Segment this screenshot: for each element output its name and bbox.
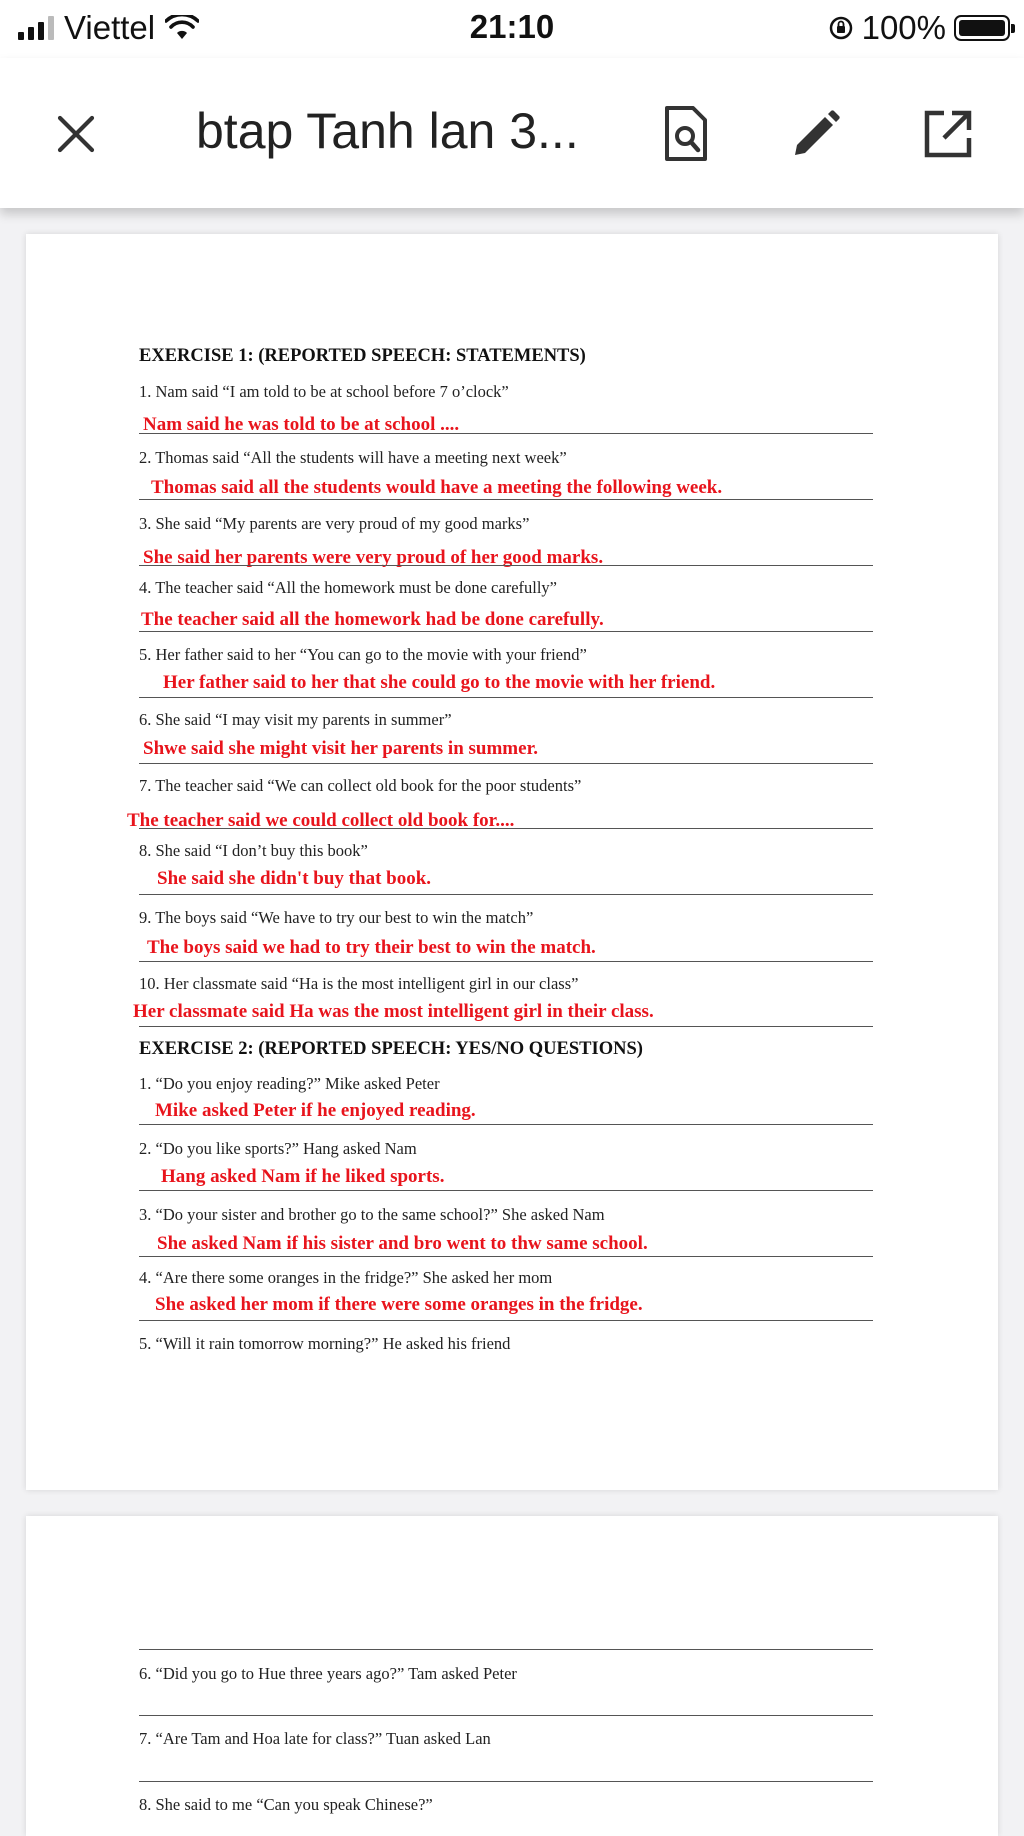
find-in-page-icon (661, 105, 711, 163)
answer-line (139, 499, 873, 500)
exercise1-answer-10: Her classmate said Ha was the most intelligent girl in their class. (133, 1001, 654, 1022)
open-external-icon (922, 108, 974, 160)
exercise1-answer-1: Nam said he was told to be at school .... (143, 414, 460, 435)
exercise2-question-3: 3. “Do your sister and brother go to the same school?” She asked Nam (139, 1205, 605, 1224)
exercise1-answer-9: The boys said we had to try their best to win the match. (147, 937, 596, 958)
answer-line (139, 1124, 873, 1125)
page2-question-7: 7. “Are Tam and Hoa late for class?” Tuan asked Lan (139, 1729, 491, 1748)
answer-line (139, 828, 873, 829)
orientation-lock-icon (828, 15, 854, 41)
clock: 21:10 (469, 8, 555, 45)
answer-line (139, 1190, 873, 1191)
exercise1-question-6: 6. She said “I may visit my parents in summer” (139, 710, 452, 729)
battery-group (828, 8, 1010, 48)
answer-line (139, 433, 873, 434)
close-icon (54, 112, 98, 156)
answer-line (139, 1781, 873, 1782)
exercise2-question-2: 2. “Do you like sports?” Hang asked Nam (139, 1139, 417, 1158)
exercise1-answer-8: She said she didn't buy that book. (157, 868, 432, 889)
exercise1-answer-2: Thomas said all the students would have a meeting the following week. (151, 477, 723, 498)
exercise1-question-5: 5. Her father said to her “You can go to the movie with your friend” (139, 645, 587, 664)
edit-button[interactable] (780, 98, 852, 170)
close-button[interactable] (40, 98, 112, 170)
document-page-2 (26, 1516, 998, 1836)
answer-line (139, 961, 873, 962)
answer-line (139, 894, 873, 895)
answer-line (139, 697, 873, 698)
battery-icon (954, 15, 1010, 41)
exercise1-question-10: 10. Her classmate said “Ha is the most intelligent girl in our class” (139, 974, 579, 993)
exercise1-question-1: 1. Nam said “I am told to be at school before 7 o’clock” (139, 382, 509, 401)
exercise2-answer-2: Hang asked Nam if he liked sports. (161, 1166, 445, 1187)
exercise2-answer-4: She asked her mom if there were some oranges in the fridge. (155, 1294, 643, 1315)
exercise2-answer-3: She asked Nam if his sister and bro went to thw same school. (157, 1233, 648, 1254)
page2-question-6: 6. “Did you go to Hue three years ago?” Tam asked Peter (139, 1664, 517, 1683)
answer-line (139, 763, 873, 764)
page2-question-8: 8. She said to me “Can you speak Chinese?” (139, 1795, 433, 1814)
answer-line (139, 1026, 873, 1027)
app-bar (0, 58, 1024, 208)
exercise1-answer-5: Her father said to her that she could go to the movie with her friend. (163, 672, 716, 693)
exercise1-question-8: 8. She said “I don’t buy this book” (139, 841, 368, 860)
exercise1-answer-3: She said her parents were very proud of her good marks. (143, 547, 604, 568)
answer-line (139, 565, 873, 566)
answer-line (139, 631, 873, 632)
edit-pencil-icon (790, 108, 842, 160)
exercise1-question-4: 4. The teacher said “All the homework must be done carefully” (139, 578, 558, 597)
document-title: btap Tanh lan 3... (196, 103, 579, 159)
exercise2-question-5: 5. “Will it rain tomorrow morning?” He asked his friend (139, 1334, 511, 1353)
exercise1-question-9: 9. The boys said “We have to try our best to win the match” (139, 908, 534, 927)
exercise1-question-7: 7. The teacher said “We can collect old book for the poor students” (139, 776, 582, 795)
answer-line (139, 1649, 873, 1650)
exercise2-question-1: 1. “Do you enjoy reading?” Mike asked Peter (139, 1074, 440, 1093)
exercise1-question-3: 3. She said “My parents are very proud of my good marks” (139, 514, 530, 533)
document-page-1 (26, 234, 998, 1490)
find-in-page-button[interactable] (650, 98, 722, 170)
answer-line (139, 1715, 873, 1716)
carrier-name: Viettel (64, 9, 156, 46)
exercise1-answer-6: Shwe said she might visit her parents in summer. (143, 738, 539, 759)
status-bar (0, 0, 1024, 58)
exercise1-answer-7: The teacher said we could collect old book for.... (127, 810, 515, 831)
exercise2-answer-1: Mike asked Peter if he enjoyed reading. (155, 1100, 476, 1121)
answer-line (139, 1320, 873, 1321)
open-external-button[interactable] (912, 98, 984, 170)
answer-line (139, 1256, 873, 1257)
exercise1-heading: EXERCISE 1: (REPORTED SPEECH: STATEMENTS) (139, 346, 586, 366)
exercise1-answer-4: The teacher said all the homework had be done carefully. (141, 609, 604, 630)
exercise1-question-2: 2. Thomas said “All the students will have a meeting next week” (139, 448, 567, 467)
exercise2-question-4: 4. “Are there some oranges in the fridge?” She asked her mom (139, 1268, 553, 1287)
battery-percentage: 100% (861, 9, 946, 46)
exercise2-heading: EXERCISE 2: (REPORTED SPEECH: YES/NO QUESTIONS) (139, 1039, 643, 1059)
